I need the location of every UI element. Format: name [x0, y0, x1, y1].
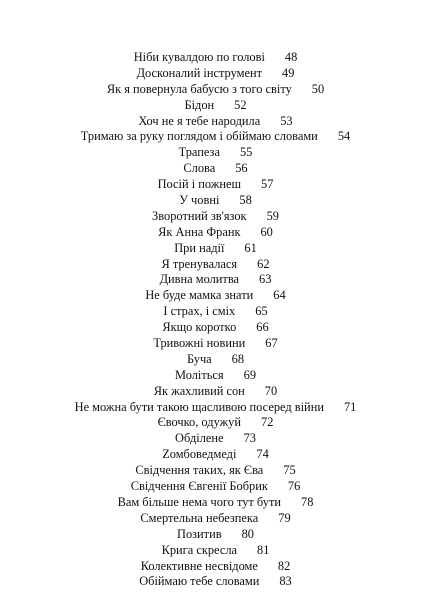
toc-entry [0, 320, 431, 336]
toc-entry-title: Досконалий інструмент [136, 65, 263, 80]
toc-entry-page: 67 [265, 336, 278, 351]
toc-entry [0, 272, 431, 288]
toc-entry-title: Як жахливий сон [153, 383, 245, 398]
toc-entry-title: Свідчення таких, як Єва [135, 463, 264, 478]
toc-entry-page: 73 [243, 431, 256, 446]
table-of-contents [0, 50, 431, 590]
toc-entry-title: Колективне несвідоме [140, 558, 258, 573]
toc-entry-title: Хоч не я тебе народила [138, 113, 261, 128]
toc-entry-title: Смертельна небезпека [140, 510, 259, 525]
toc-entry [0, 415, 431, 431]
toc-entry-page: 74 [256, 447, 269, 462]
toc-entry [0, 241, 431, 257]
toc-entry-page: 60 [260, 224, 273, 239]
toc-entry-page: 52 [234, 97, 247, 112]
toc-entry-page: 63 [259, 272, 272, 287]
toc-entry-title: Тривожні новини [153, 336, 246, 351]
toc-entry-title: Як Анна Франк [158, 224, 241, 239]
toc-entry-page: 76 [287, 479, 301, 494]
toc-entry-page: 58 [239, 193, 252, 208]
toc-entry-title: Моліться [174, 367, 224, 382]
toc-entry-title: Зворотний зв'язок [152, 208, 247, 223]
toc-entry-page: 65 [255, 304, 268, 319]
toc-entry [0, 209, 431, 225]
toc-entry-page: 82 [277, 558, 291, 573]
toc-entry-title: Дивна молитва [159, 272, 240, 287]
toc-entry-title: Слова [183, 161, 216, 176]
toc-entry [0, 384, 431, 400]
toc-entry [0, 114, 431, 130]
toc-entry [0, 368, 431, 384]
toc-entry-page: 66 [256, 320, 269, 335]
toc-entry-title: Тримаю за руку поглядом і обіймаю словами [80, 129, 318, 144]
toc-entry [0, 129, 431, 145]
toc-entry [0, 288, 431, 304]
toc-entry-page: 68 [231, 351, 245, 366]
toc-entry-page: 59 [266, 208, 279, 223]
toc-entry-title: Крига скресла [161, 542, 238, 557]
toc-entry-title: Ніби кувалдою по голові [133, 50, 265, 64]
toc-entry [0, 304, 431, 320]
toc-entry-page: 75 [283, 463, 296, 478]
toc-entry [0, 66, 431, 82]
toc-entry-page: 64 [273, 288, 286, 303]
toc-entry-title: Zомбоведмеді [162, 447, 237, 462]
toc-entry-page: 71 [343, 399, 357, 414]
toc-entry-page: 61 [244, 240, 257, 255]
toc-entry [0, 193, 431, 209]
toc-entry-title: Обділене [175, 431, 224, 446]
toc-entry [0, 574, 431, 590]
toc-entry-title: Бідон [184, 97, 215, 112]
toc-entry-page: 83 [279, 574, 292, 589]
toc-entry [0, 257, 431, 273]
toc-entry-page: 55 [239, 145, 253, 160]
toc-entry-title: Як я повернула бабусю з того світу [106, 81, 292, 96]
toc-entry [0, 559, 431, 575]
toc-entry [0, 431, 431, 447]
toc-entry [0, 447, 431, 463]
toc-entry-page: 81 [257, 542, 270, 557]
toc-entry-page: 53 [280, 113, 293, 128]
toc-entry-page: 57 [261, 177, 274, 192]
toc-entry-title: Позитив [177, 526, 222, 541]
toc-entry-title: У човні [179, 193, 220, 208]
toc-entry [0, 352, 431, 368]
toc-entry-page: 50 [311, 81, 325, 96]
toc-entry [0, 543, 431, 559]
toc-entry [0, 161, 431, 177]
toc-entry-title: І страх, і сміх [163, 304, 236, 319]
toc-entry-page: 79 [278, 510, 291, 525]
toc-entry-title: Буча [186, 351, 212, 366]
toc-entry [0, 225, 431, 241]
toc-entry [0, 177, 431, 193]
toc-entry-title: Обіймаю тебе словами [139, 574, 260, 589]
toc-entry [0, 463, 431, 479]
toc-entry-title: Трапеза [178, 145, 220, 160]
toc-entry [0, 527, 431, 543]
toc-entry-title: Посій і пожнеш [157, 177, 242, 192]
toc-entry-page: 56 [235, 161, 248, 176]
toc-entry-title: Я тренувалася [161, 256, 238, 271]
toc-entry [0, 400, 431, 416]
toc-entry-title: Вам більше нема чого тут бути [117, 494, 282, 509]
toc-entry-page: 62 [257, 256, 270, 271]
toc-entry [0, 511, 431, 527]
toc-entry [0, 82, 431, 98]
toc-entry-page: 54 [337, 129, 351, 144]
toc-entry-page: 69 [243, 367, 257, 382]
toc-entry [0, 145, 431, 161]
toc-entry [0, 495, 431, 511]
toc-entry-title: Свідчення Євгенії Бобрик [130, 479, 268, 494]
toc-entry [0, 50, 431, 66]
toc-entry-page: 80 [241, 526, 254, 541]
toc-entry-title: При надії [174, 240, 225, 255]
toc-entry-page: 48 [284, 50, 298, 64]
toc-entry-title: Не буде мамка знати [145, 288, 254, 303]
toc-entry-page: 78 [301, 494, 314, 509]
toc-entry [0, 98, 431, 114]
toc-entry-page: 72 [261, 415, 274, 430]
toc-entry-page: 49 [282, 65, 295, 80]
toc-entry-title: Якщо коротко [162, 320, 237, 335]
toc-entry [0, 336, 431, 352]
toc-entry-page: 70 [264, 383, 278, 398]
toc-entry-title: Євочко, одужуй [157, 415, 241, 430]
toc-entry-title: Не можна бути такою щасливою посеред війни [74, 399, 324, 414]
toc-entry [0, 479, 431, 495]
